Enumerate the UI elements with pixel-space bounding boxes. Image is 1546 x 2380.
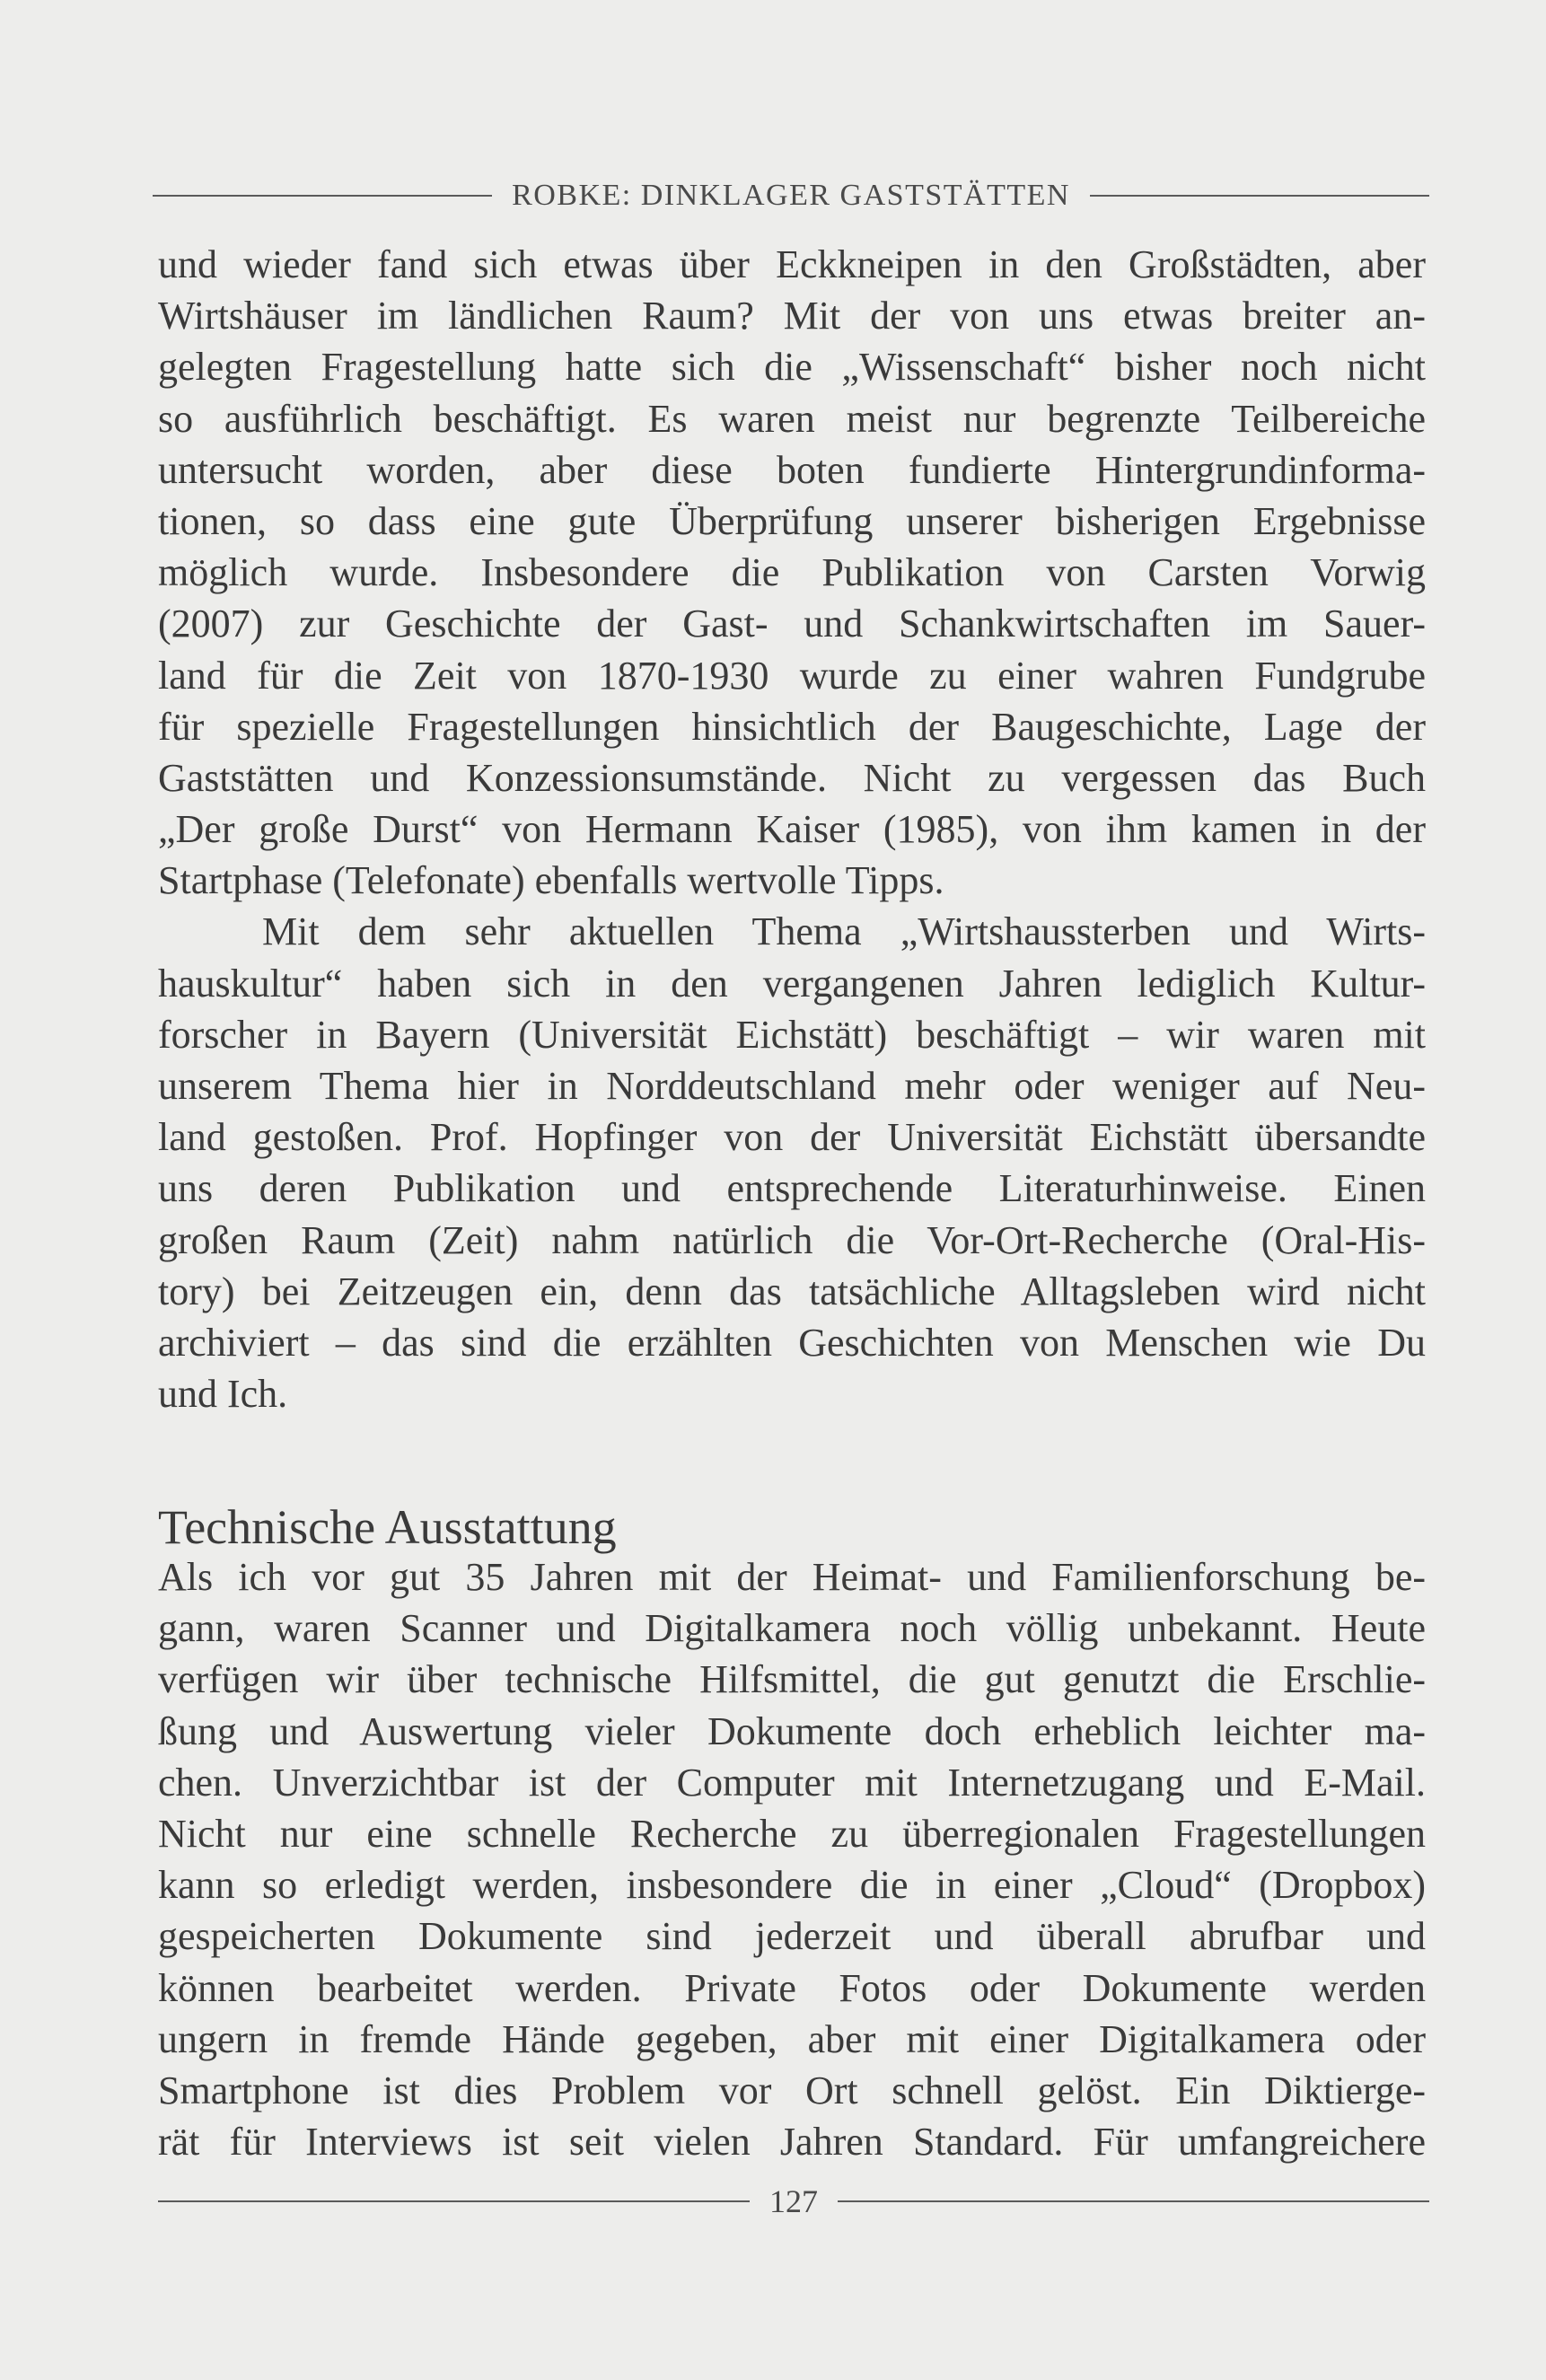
text-line: ungern in fremde Hände gegeben, aber mit einer Digitalkamera oder <box>158 2016 1426 2061</box>
text-line: tionen, so dass eine gute Überprüfung unserer bisherigen Ergebnisse <box>158 498 1426 543</box>
text-line: hauskultur“ haben sich in den vergangenen Jahren lediglich Kultur- <box>158 961 1426 1006</box>
header-rule-right <box>1090 195 1429 197</box>
text-line: archiviert – das sind die erzählten Geschichten von Menschen wie Du <box>158 1320 1426 1365</box>
text-line: Nicht nur eine schnelle Recherche zu überregionalen Fragestellungen <box>158 1811 1426 1856</box>
text-line: forscher in Bayern (Universität Eichstätt) beschäftigt – wir waren mit <box>158 1012 1426 1057</box>
text-line: Als ich vor gut 35 Jahren mit der Heimat- und Familienforschung be- <box>158 1555 1426 1599</box>
text-line: gann, waren Scanner und Digitalkamera noch völlig unbekannt. Heute <box>158 1606 1426 1651</box>
text-line: unserem Thema hier in Norddeutschland mehr oder weniger auf Neu- <box>158 1064 1426 1108</box>
page-footer <box>158 2182 1429 2221</box>
text-line: gespeicherten Dokumente sind jederzeit und überall abrufbar und <box>158 1914 1426 1959</box>
text-line: Wirtshäuser im ländlichen Raum? Mit der von uns etwas breiter an- <box>158 294 1426 338</box>
text-line: verfügen wir über technische Hilfsmittel, die gut genutzt die Erschlie- <box>158 1657 1426 1702</box>
footer-rule-left <box>158 2200 750 2202</box>
text-line: „Der große Durst“ von Hermann Kaiser (1985), von ihm kamen in der <box>158 807 1426 852</box>
paragraph-1 <box>158 239 1426 906</box>
text-line: Startphase (Telefonate) ebenfalls wertvolle Tipps. <box>158 858 944 903</box>
text-line: gelegten Fragestellung hatte sich die „Wissenschaft“ bisher noch nicht <box>158 345 1426 390</box>
text-line: rät für Interviews ist seit vielen Jahren Standard. Für umfangreichere <box>158 2120 1426 2165</box>
text-line: großen Raum (Zeit) nahm natürlich die Vor-Ort-Recherche (Oral-His- <box>158 1217 1426 1262</box>
text-line: möglich wurde. Insbesondere die Publikation von Carsten Vorwig <box>158 550 1426 595</box>
section-heading: Technische Ausstattung <box>158 1500 617 1554</box>
text-line: und Ich. <box>158 1372 288 1417</box>
text-line: land gestoßen. Prof. Hopfinger von der Universität Eichstätt übersandte <box>158 1115 1426 1160</box>
text-line: und wieder fand sich etwas über Eckkneipen in den Großstädten, aber <box>158 242 1426 286</box>
text-line: für spezielle Fragestellungen hinsichtlich der Baugeschichte, Lage der <box>158 704 1426 749</box>
body-text-upper <box>158 239 1426 1419</box>
text-line: können bearbeitet werden. Private Fotos oder Dokumente werden <box>158 1965 1426 2010</box>
text-line: Mit dem sehr aktuellen Thema „Wirtshaussterben und Wirts- <box>262 909 1426 954</box>
paragraph-3 <box>158 1551 1426 2167</box>
paragraph-2 <box>158 906 1426 1419</box>
text-line: Gaststätten und Konzessionsumstände. Nicht zu vergessen das Buch <box>158 755 1426 800</box>
header-rule-left <box>153 195 492 197</box>
running-header <box>153 176 1429 215</box>
footer-rule-right <box>838 2200 1429 2202</box>
running-title: ROBKE: DINKLAGER GASTSTÄTTEN <box>512 179 1070 212</box>
text-line: kann so erledigt werden, insbesondere die in einer „Cloud“ (Dropbox) <box>158 1863 1426 1908</box>
text-line: chen. Unverzichtbar ist der Computer mit Internetzugang und E-Mail. <box>158 1760 1426 1805</box>
text-line: land für die Zeit von 1870-1930 wurde zu einer wahren Fundgrube <box>158 653 1426 698</box>
text-line: (2007) zur Geschichte der Gast- und Schankwirtschaften im Sauer- <box>158 602 1426 646</box>
text-line: tory) bei Zeitzeugen ein, denn das tatsächliche Alltagsleben wird nicht <box>158 1269 1426 1313</box>
text-line: untersucht worden, aber diese boten fundierte Hintergrundinforma- <box>158 447 1426 492</box>
text-line: ßung und Auswertung vieler Dokumente doch erheblich leichter ma- <box>158 1708 1426 1753</box>
text-line: uns deren Publikation und entsprechende Literaturhinweise. Einen <box>158 1166 1426 1211</box>
body-text-lower <box>158 1551 1426 2167</box>
page-number: 127 <box>769 2183 818 2219</box>
text-line: Smartphone ist dies Problem vor Ort schnell gelöst. Ein Diktierge- <box>158 2068 1426 2112</box>
text-line: so ausführlich beschäftigt. Es waren meist nur begrenzte Teilbereiche <box>158 396 1426 441</box>
